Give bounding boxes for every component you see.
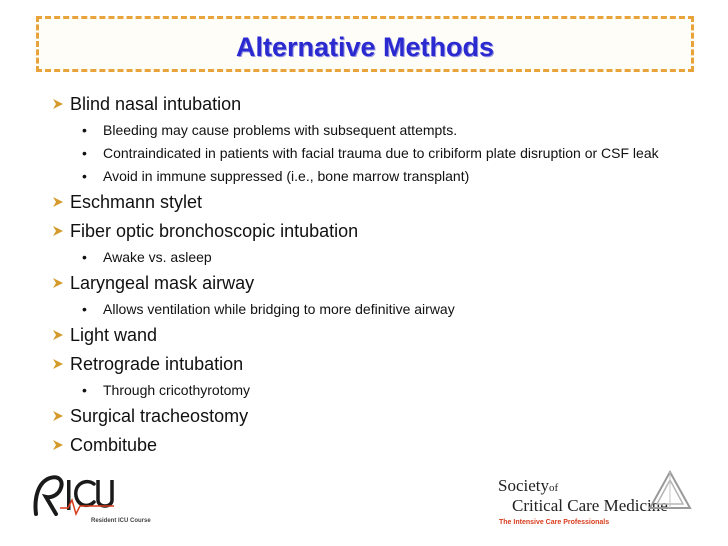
bullet-dot-icon: • xyxy=(82,301,87,317)
bullet-text: Laryngeal mask airway xyxy=(70,273,255,293)
arrow-bullet-icon xyxy=(52,358,64,370)
sub-bullet-item xyxy=(52,121,692,139)
bullet-list xyxy=(52,92,692,462)
bullet-item xyxy=(52,352,692,376)
sub-bullet-text: Through cricothyrotomy xyxy=(103,382,251,398)
sccm-of-word: of xyxy=(549,482,559,494)
sub-bullet-item xyxy=(52,144,692,162)
sub-bullet-item xyxy=(52,381,692,399)
bullet-item xyxy=(52,433,692,457)
sub-bullet-text: Contraindicated in patients with facial trauma due to cribiform plate disruption or CSF leak xyxy=(103,145,659,161)
bullet-item xyxy=(52,219,692,243)
bullet-text: Light wand xyxy=(70,325,158,345)
bullet-dot-icon: • xyxy=(82,249,87,265)
bullet-item xyxy=(52,404,692,428)
footer-logos xyxy=(0,470,728,546)
sub-bullet-text: Bleeding may cause problems with subsequent attempts. xyxy=(103,122,458,138)
ricu-logo xyxy=(32,470,151,530)
arrow-bullet-icon xyxy=(52,410,64,422)
sccm-triangle-icon xyxy=(648,470,692,512)
arrow-bullet-icon xyxy=(52,329,64,341)
bullet-text: Surgical tracheostomy xyxy=(70,406,249,426)
sub-bullet-text: Avoid in immune suppressed (i.e., bone marrow transplant) xyxy=(103,168,470,184)
sub-bullet-text: Allows ventilation while bridging to more definitive airway xyxy=(103,301,455,317)
sub-bullet-item xyxy=(52,167,692,185)
arrow-bullet-icon xyxy=(52,196,64,208)
sccm-tagline: The Intensive Care Professionals xyxy=(499,519,610,526)
bullet-item xyxy=(52,92,692,116)
sccm-society-text xyxy=(498,476,558,496)
slide-title: Alternative Methods xyxy=(235,32,495,62)
bullet-item xyxy=(52,190,692,214)
sub-bullet-text: Awake vs. asleep xyxy=(103,249,212,265)
sub-bullet-item xyxy=(52,248,692,266)
title-banner xyxy=(36,16,694,72)
bullet-text: Combitube xyxy=(70,435,158,455)
bullet-text: Retrograde intubation xyxy=(70,354,244,374)
bullet-dot-icon: • xyxy=(82,145,87,161)
bullet-dot-icon: • xyxy=(82,122,87,138)
ricu-subtitle: Resident ICU Course xyxy=(91,518,151,524)
bullet-item xyxy=(52,271,692,295)
bullet-text: Blind nasal intubation xyxy=(70,94,242,114)
sccm-logo xyxy=(498,476,698,542)
sccm-society-word: Society xyxy=(498,476,549,495)
arrow-bullet-icon xyxy=(52,439,64,451)
arrow-bullet-icon xyxy=(52,277,64,289)
bullet-text: Eschmann stylet xyxy=(70,192,203,212)
bullet-item xyxy=(52,323,692,347)
sub-bullet-item xyxy=(52,300,692,318)
bullet-text: Fiber optic bronchoscopic intubation xyxy=(70,221,359,241)
arrow-bullet-icon xyxy=(52,98,64,110)
bullet-dot-icon: • xyxy=(82,168,87,184)
sccm-name-text: Critical Care Medicine xyxy=(512,496,668,515)
ricu-mark-icon xyxy=(32,470,132,518)
arrow-bullet-icon xyxy=(52,225,64,237)
bullet-dot-icon: • xyxy=(82,382,87,398)
